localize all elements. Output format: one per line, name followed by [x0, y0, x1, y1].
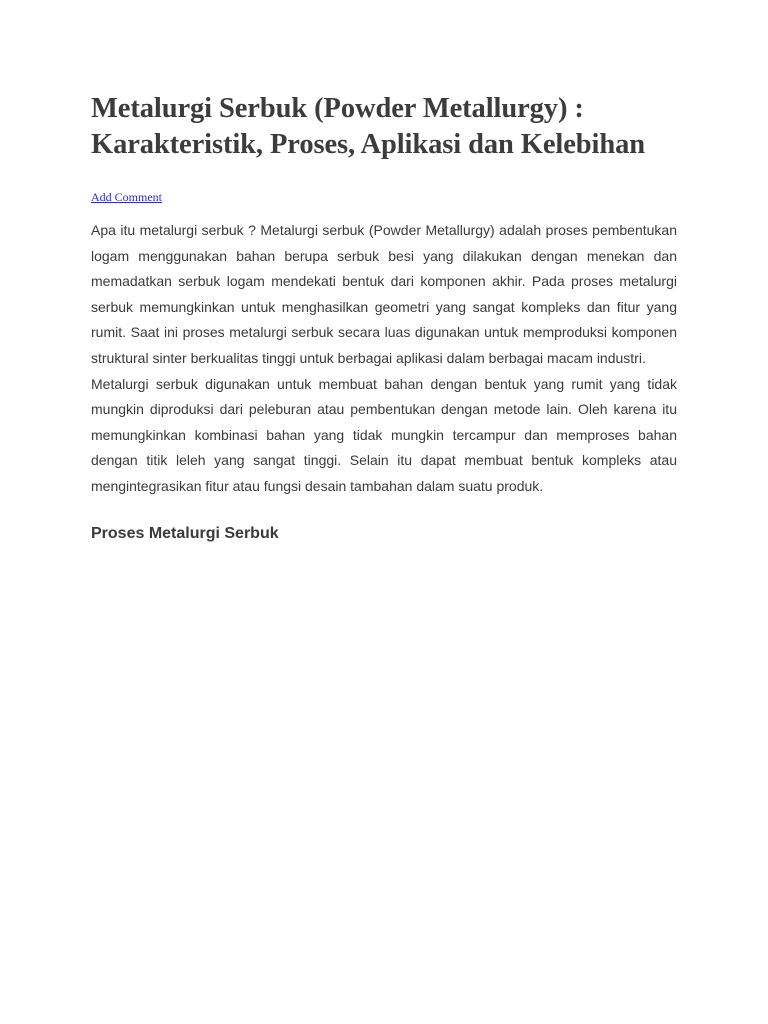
- article: [91, 91, 677, 544]
- article-paragraph-2: Metalurgi serbuk digunakan untuk membuat bahan dengan bentuk yang rumit yang tidak mungkin diproduksi dari peleburan atau pembentukan dengan metode lain. Oleh karena itu memungkinkan kombinasi bahan yang tidak mungkin tercampur dan memproses bahan dengan titik leleh yang sangat tinggi. Selain itu dapat membuat bentuk kompleks atau mengintegrasikan fitur atau fungsi desain tambahan dalam suatu produk.: [91, 375, 677, 494]
- article-title: Metalurgi Serbuk (Powder Metallurgy) : Karakteristik, Proses, Aplikasi dan Kelebihan: [91, 93, 645, 160]
- section-heading: Proses Metalurgi Serbuk: [91, 524, 279, 542]
- article-paragraph-1: Apa itu metalurgi serbuk ? Metalurgi serbuk (Powder Metallurgy) adalah proses pembentukan logam menggunakan bahan berupa serbuk besi yang dilakukan dengan menekan dan memadatkan serbuk logam mendekati bentuk dari komponen akhir. Pada proses metalurgi serbuk memungkinkan untuk menghasilkan geometri yang sangat kompleks dan fitur yang rumit. Saat ini proses metalurgi serbuk secara luas digunakan untuk memproduksi komponen struktural sinter berkualitas tinggi untuk berbagai aplikasi dalam berbagai macam industri.: [91, 222, 677, 366]
- add-comment-link[interactable]: Add Comment: [91, 190, 162, 204]
